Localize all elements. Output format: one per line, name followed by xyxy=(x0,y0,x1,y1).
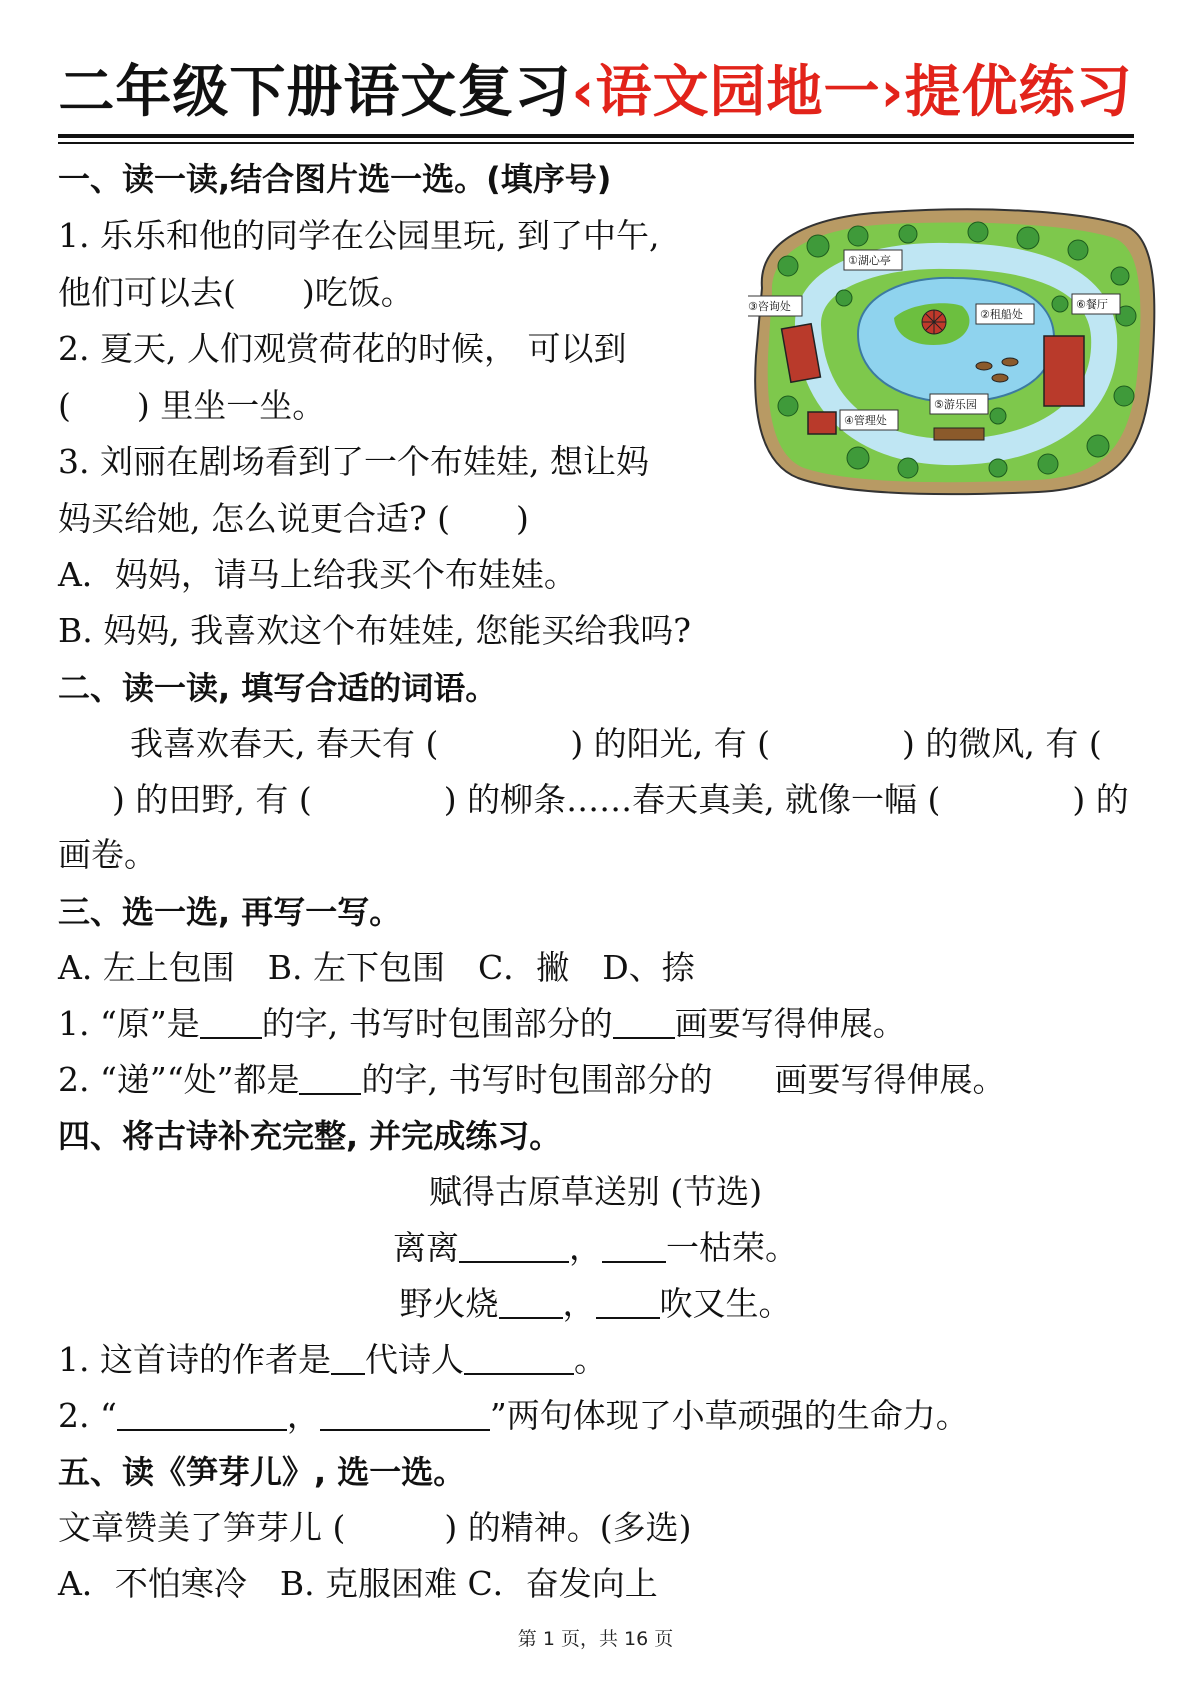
answer-blank[interactable] xyxy=(200,1007,262,1039)
park-map-illustration xyxy=(748,206,1160,498)
section1-heading: 一、读一读,结合图片选一选。(填序号) xyxy=(58,160,612,198)
s4-q1-text: 。 xyxy=(573,1340,607,1379)
s3-question-1 xyxy=(58,1002,906,1046)
section2-heading: 二、读一读, 填写合适的词语。 xyxy=(58,669,498,707)
s1-line: ( ) 里坐一坐。 xyxy=(58,386,326,425)
s3-options: A. 左上包围 B. 左下包围 C．撇 D、捺 xyxy=(58,948,695,987)
answer-blank[interactable] xyxy=(331,1343,365,1375)
s5-question: 文章赞美了笋芽儿 ( ) 的精神。(多选) xyxy=(58,1508,692,1547)
s1-line: 1. 乐乐和他的同学在公园里玩, 到了中午, xyxy=(58,216,660,255)
s3-q2-text: 画要写得伸展。 xyxy=(774,1060,1006,1099)
poem-title: 赋得古原草送别 (节选) xyxy=(428,1172,763,1211)
map-label-pavilion: ①湖心亭 xyxy=(848,254,891,267)
poem-text: 一枯荣。 xyxy=(666,1228,798,1267)
s4-q1-text: 1. 这首诗的作者是 xyxy=(58,1340,331,1379)
poem-line-2 xyxy=(0,1282,1191,1326)
poem-text: ， xyxy=(569,1228,602,1267)
page-title xyxy=(0,58,1191,128)
page-footer: 第 1 页，共 16 页 xyxy=(517,1628,674,1650)
s4-q1-text: 代诗人 xyxy=(364,1340,464,1379)
answer-blank[interactable] xyxy=(613,1007,675,1039)
s2-line: 画卷。 xyxy=(58,835,157,874)
poem-line-1 xyxy=(0,1226,1191,1270)
map-label-amusement-park: ⑤游乐园 xyxy=(934,398,977,411)
s3-q2-text: 2. “递”“处”都是 xyxy=(58,1060,300,1099)
s1-line: 妈买给她, 怎么说更合适? ( ) xyxy=(58,499,529,538)
s1-line: 3. 刘丽在剧场看到了一个布娃娃, 想让妈 xyxy=(58,442,649,481)
s4-question-1 xyxy=(58,1338,607,1382)
s2-line: 我喜欢春天, 春天有 ( ) 的阳光, 有 ( ) 的微风, 有 ( xyxy=(130,724,1102,763)
title-main: 二年级下册语文复习 xyxy=(58,60,572,125)
answer-blank[interactable] xyxy=(320,1399,490,1431)
s1-option-b: B. 妈妈, 我喜欢这个布娃娃, 您能买给我吗? xyxy=(58,611,691,650)
poem-text: 离离 xyxy=(393,1228,459,1267)
title-rule-thick xyxy=(58,134,1134,138)
title-rule-thin xyxy=(58,142,1134,144)
section5-heading: 五、读《笋芽儿》, 选一选。 xyxy=(58,1453,466,1491)
s1-line: 2. 夏天, 人们观赏荷花的时候， 可以到 xyxy=(58,329,627,368)
s4-q2-text: ， xyxy=(286,1396,320,1435)
s1-option-a: A．妈妈，请马上给我买个布娃娃。 xyxy=(58,555,577,594)
section3-heading: 三、选一选, 再写一写。 xyxy=(58,893,402,931)
s3-q2-text: 的字, 书写时包围部分的 xyxy=(361,1060,713,1099)
poem-text: 野火烧 xyxy=(399,1284,499,1323)
s4-question-2 xyxy=(58,1394,969,1438)
s1-line: 他们可以去( )吃饭。 xyxy=(58,273,414,312)
s4-q2-text: ”两句体现了小草顽强的生命力。 xyxy=(489,1396,969,1435)
s3-q1-text: 画要写得伸展。 xyxy=(674,1004,906,1043)
title-accent: ‹语文园地一›提优练习 xyxy=(571,60,1133,125)
poem-text: 吹又生。 xyxy=(659,1284,792,1323)
section4-heading: 四、将古诗补充完整, 并完成练习。 xyxy=(58,1117,562,1155)
s5-options: A．不怕寒冷 B. 克服困难 C．奋发向上 xyxy=(58,1564,658,1603)
answer-blank[interactable] xyxy=(117,1399,287,1431)
poem-blank[interactable] xyxy=(459,1231,569,1263)
answer-blank[interactable] xyxy=(299,1063,361,1095)
s4-q2-text: 2. “ xyxy=(58,1396,117,1435)
poem-blank[interactable] xyxy=(602,1231,666,1263)
s3-q1-text: 1. “原”是 xyxy=(58,1004,200,1043)
s3-question-2 xyxy=(58,1058,1005,1102)
answer-blank[interactable] xyxy=(464,1343,574,1375)
s3-q1-text: 的字, 书写时包围部分的 xyxy=(261,1004,613,1043)
map-label-restaurant: ⑥餐厅 xyxy=(1076,298,1108,311)
map-label-info-desk: ③咨询处 xyxy=(748,300,791,313)
poem-blank[interactable] xyxy=(499,1287,563,1319)
map-label-boat-rental: ②租船处 xyxy=(980,308,1023,321)
poem-blank[interactable] xyxy=(596,1287,660,1319)
map-label-management: ④管理处 xyxy=(844,414,887,427)
poem-text: ， xyxy=(562,1284,596,1323)
s2-line: ) 的田野, 有 ( ) 的柳条……春天真美, 就像一幅 ( ) 的 xyxy=(112,780,1129,819)
